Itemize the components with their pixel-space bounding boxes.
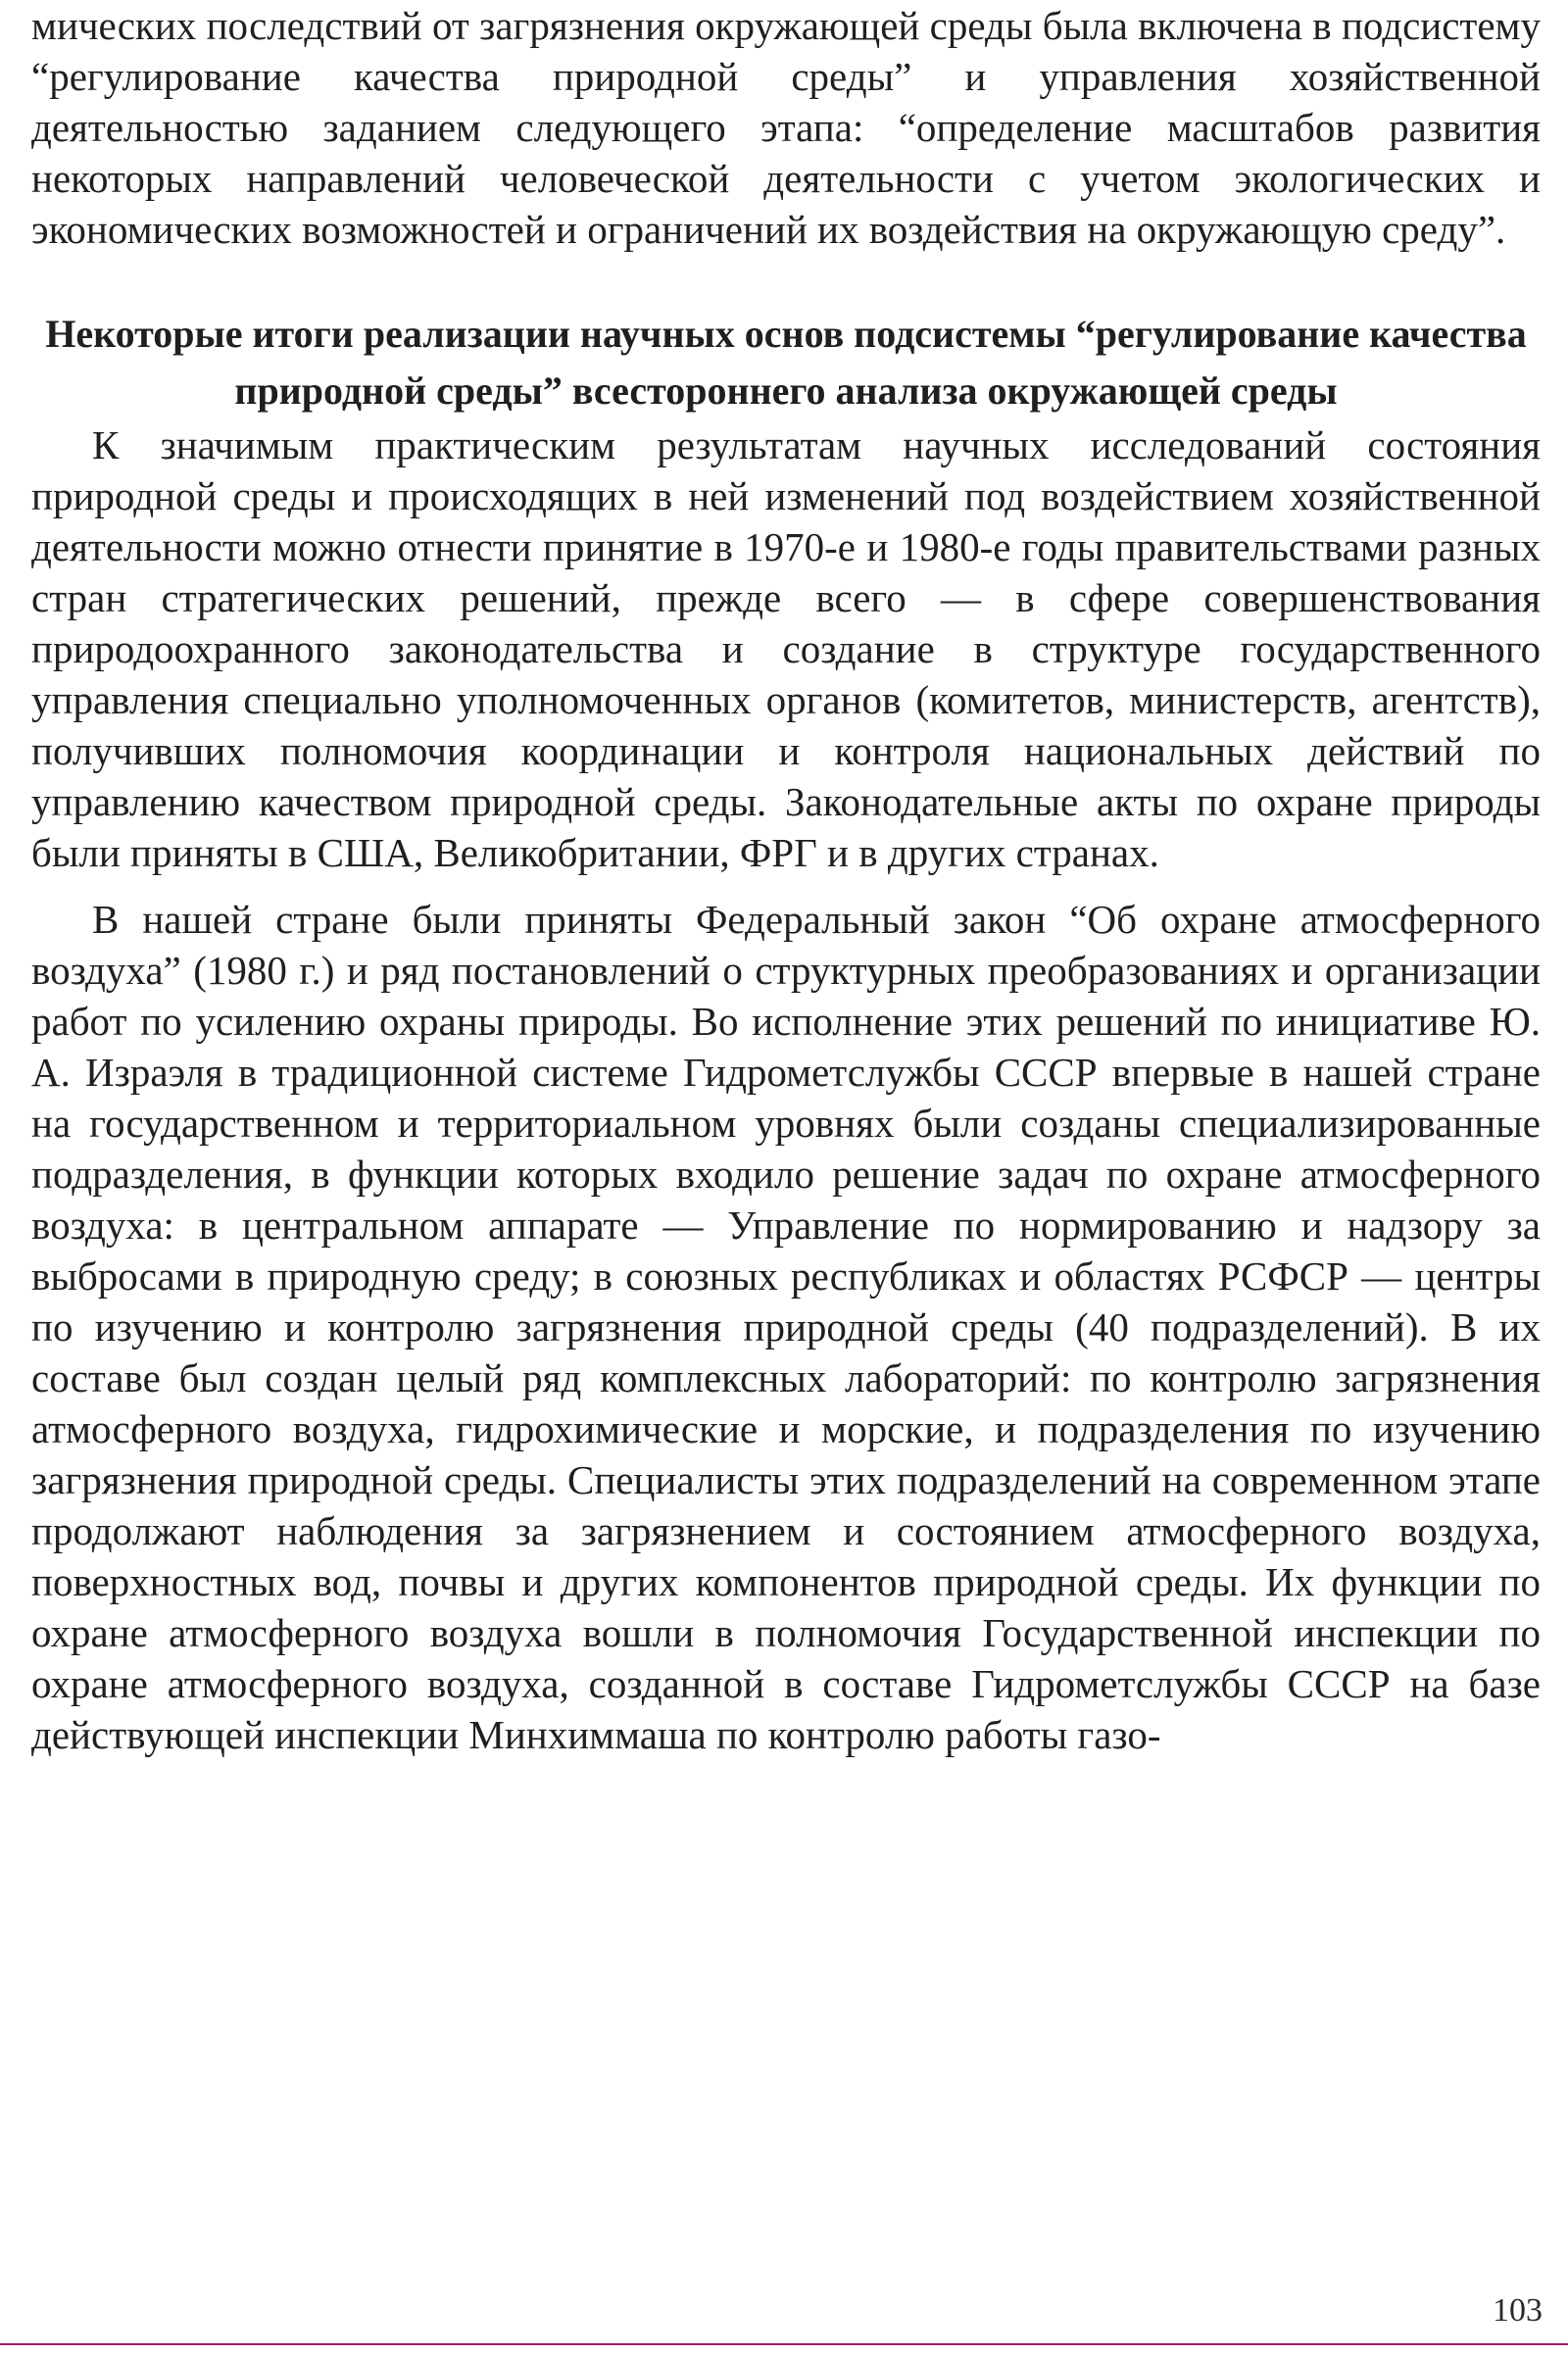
footer-rule xyxy=(0,2343,1568,2345)
page-number: 103 xyxy=(1493,2292,1543,2329)
book-page xyxy=(31,0,1541,1760)
section-heading: Некоторые итоги реализации научных основ подсистемы “регулирование качества природной среды” всестороннего анализа окружающей среды xyxy=(45,312,1527,413)
body-paragraph-1: К значимым практическим результатам научных исследований состояния природной среды и происходящих в ней изменений под воздействием хозяйственной деятельности можно отнести принятие в 1970-е и 1980-е годы правительствами разных стран стратегических решений, прежде всего — в сфере совершенствования природоохранного законодательства и создание в структуре государственного управления специально уполномоченных органов (комитетов, министерств, агентств), получивших полномочия координации и контроля национальных действий по управлению качеством природной среды. Законодательные акты по охране природы были приняты в США, Великобритании, ФРГ и в других странах. xyxy=(31,422,1541,875)
body-paragraph-2: В нашей стране были приняты Федеральный закон “Об охране атмосферного воздуха” (1980 г.) и ряд постановлений о структурных преобразованиях и организации работ по усилению охраны природы. Во исполнение этих решений по инициативе Ю. А. Израэля в традиционной системе Гидрометслужбы СССР впервые в нашей стране на государственном и территориальном уровнях были созданы специализированные подразделения, в функции которых входило решение задач по охране атмосферного воздуха: в центральном аппарате — Управление по нормированию и надзору за выбросами в природную среду; в союзных республиках и областях РСФСР — центры по изучению и контролю загрязнения природной среды (40 подразделений). В их составе был создан целый ряд комплексных лабораторий: по контролю загрязнения атмосферного воздуха, гидрохимические и морские, и подразделения по изучению загрязнения природной среды. Специалисты этих подразделений на современном этапе продолжают наблюдения за загрязнением и состоянием атмосферного воздуха, поверхностных вод, почвы и других компонентов природной среды. Их функции по охране атмосферного воздуха вошли в полномочия Государственной инспекции по охране атмосферного воздуха, созданной в составе Гидрометслужбы СССР на базе действующей инспекции Минхиммаша по контролю работы газо- xyxy=(31,897,1541,1757)
continuation-paragraph: мических последствий от загрязнения окружающей среды была включена в подсистему “регулирование качества природной среды” и управления хозяйственной деятельностью заданием следующего этапа: “определение масштабов развития некоторых направлений человеческой деятельности с учетом экологических и экономических возможностей и ограничений их воздействия на окружающую среду”. xyxy=(31,3,1541,252)
